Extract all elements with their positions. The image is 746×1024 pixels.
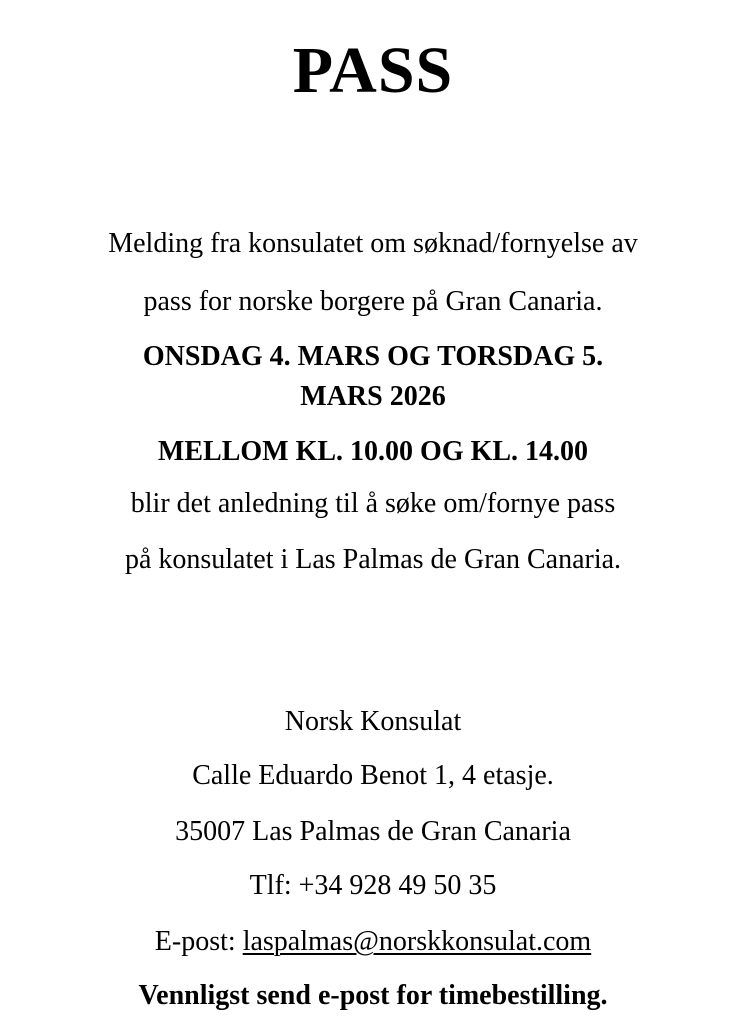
contact-city: 35007 Las Palmas de Gran Canaria: [175, 816, 571, 847]
contact-phone: Tlf: +34 928 49 50 35: [249, 870, 497, 901]
notice-time: MELLOM KL. 10.00 OG KL. 14.00: [157, 436, 589, 467]
booking-note: Vennligst send e-post for timebestilling.: [138, 980, 608, 1011]
contact-email-link[interactable]: laspalmas@norskkonsulat.com: [242, 926, 592, 957]
contact-street: Calle Eduardo Benot 1, 4 etasje.: [192, 760, 554, 791]
notice-outro-line-2: på konsulatet i Las Palmas de Gran Canaria.: [124, 544, 622, 575]
page-title: PASS: [292, 34, 454, 107]
notice-dates-line-2: MARS 2026: [300, 381, 446, 412]
notice-dates-line-1: ONSDAG 4. MARS OG TORSDAG 5.: [142, 341, 604, 372]
notice-outro-line-1: blir det anledning til å søke om/fornye pass: [130, 488, 616, 519]
contact-name: Norsk Konsulat: [284, 706, 462, 737]
contact-email-label: E-post:: [154, 926, 243, 957]
notice-intro-line-2: pass for norske borgere på Gran Canaria.: [143, 286, 603, 317]
contact-email-line: [0, 928, 746, 956]
notice-intro-line-1: Melding fra konsulatet om søknad/fornyelse av: [108, 228, 638, 259]
